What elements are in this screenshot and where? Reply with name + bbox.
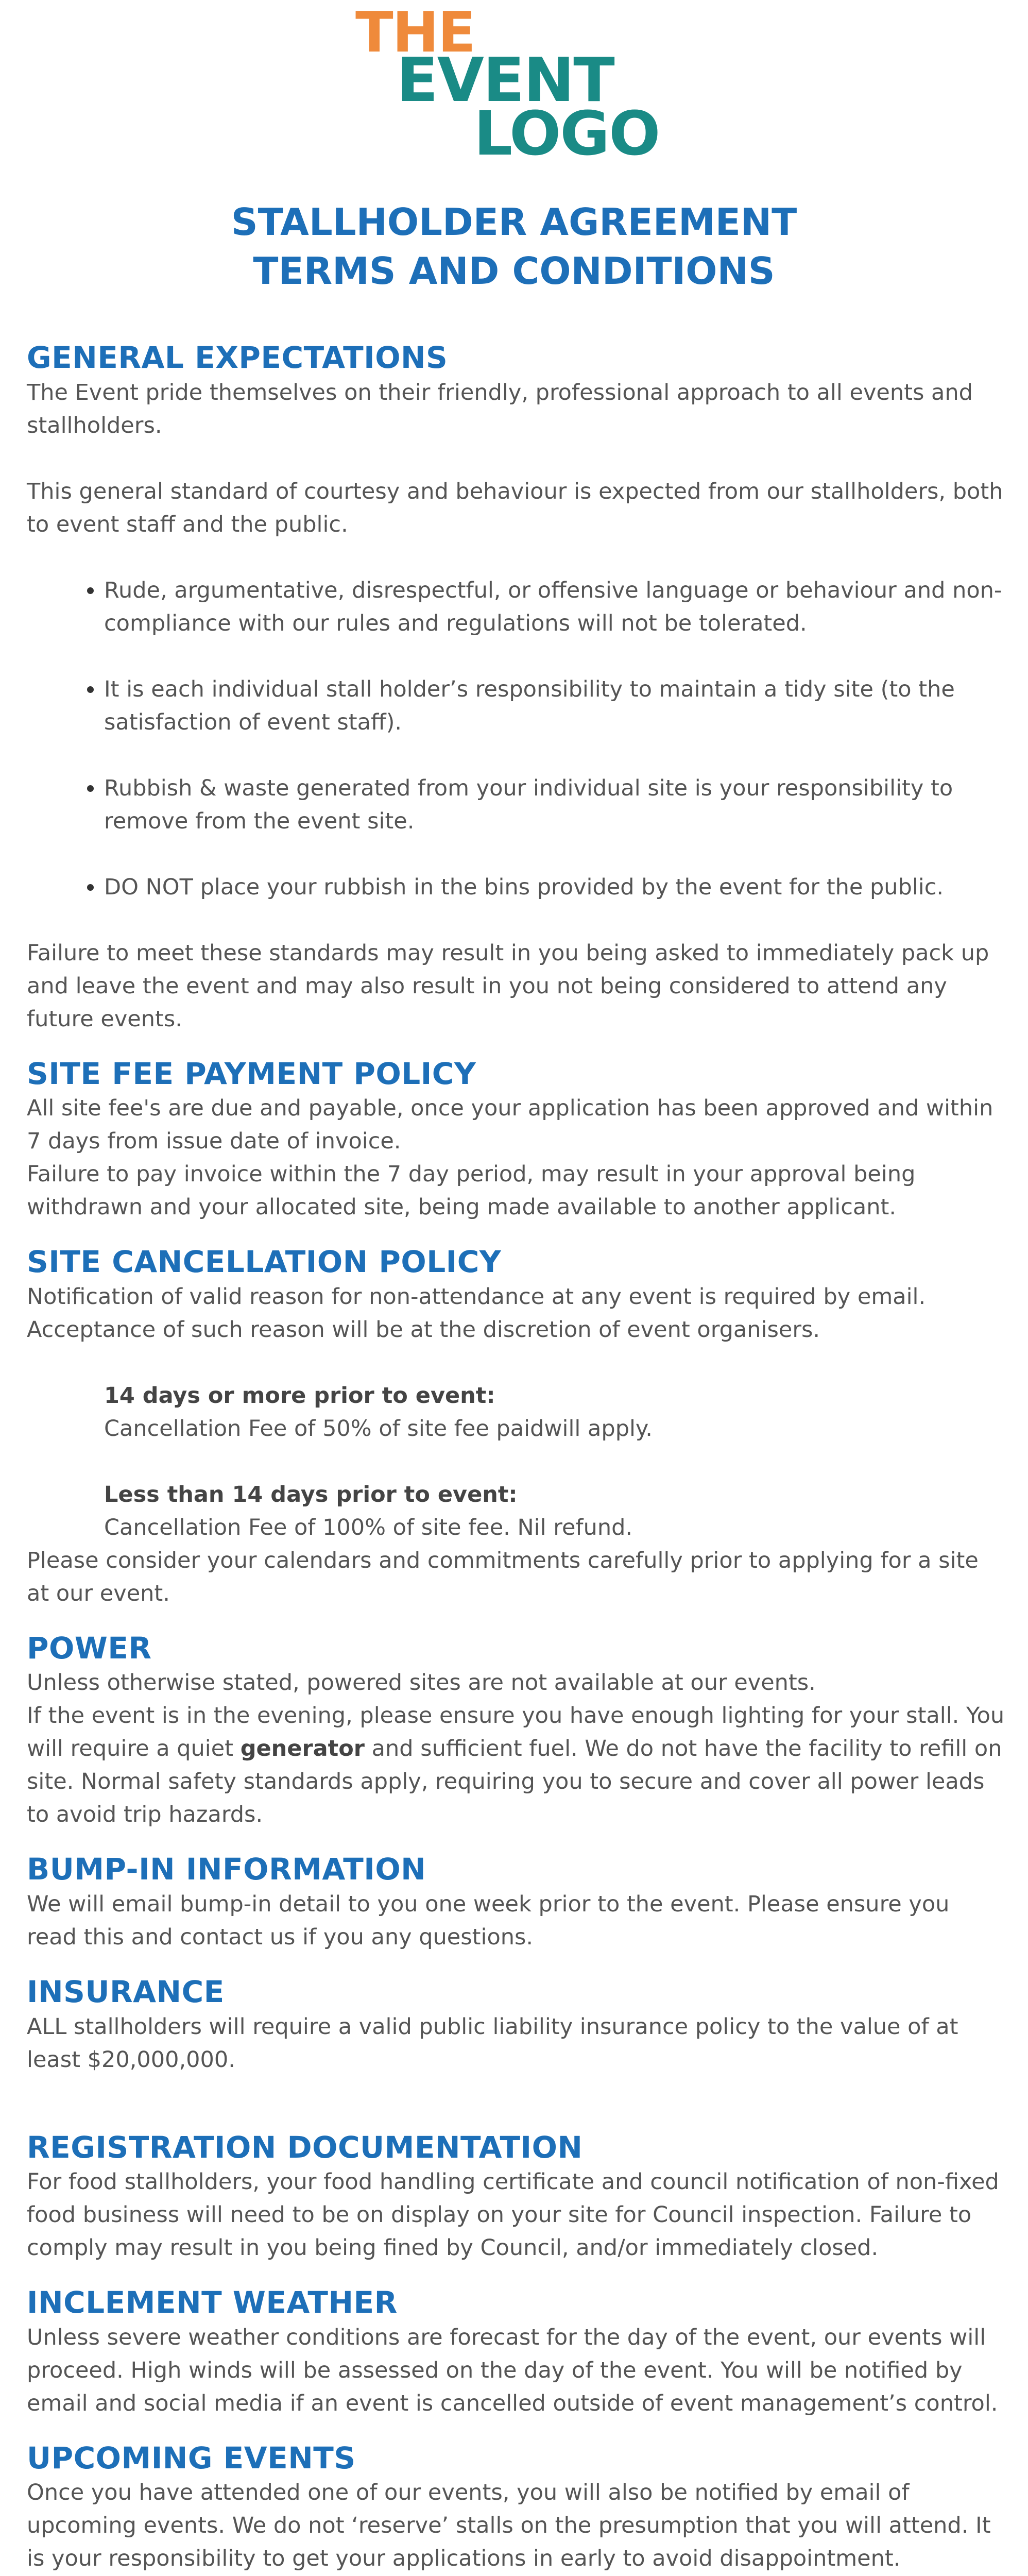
section-heading: SITE CANCELLATION POLICY — [27, 1244, 502, 1280]
logo-line-the: THE — [355, 1, 475, 65]
paragraph: We will email bump-in detail to you one week prior to the event. Please ensure you read this and contact us if you any questions. — [27, 1891, 950, 1950]
rules-list — [27, 574, 1005, 904]
section-heading: REGISTRATION DOCUMENTATION — [27, 2129, 583, 2165]
list-item: • DO NOT place your rubbish in the bins provided by the event for the public. — [104, 871, 1005, 904]
paragraph: Please consider your calendars and commitments carefully prior to applying for a site at our event. — [27, 1547, 979, 1606]
terms-content — [27, 340, 1005, 2576]
generator-emphasis: generator — [240, 1736, 365, 1762]
paragraph: ALL stallholders will require a valid public liability insurance policy to the value of at least $20,000,000. — [27, 2013, 958, 2073]
section-site-cancellation — [27, 1244, 1005, 1610]
section-insurance — [27, 1974, 1005, 2076]
paragraph: If the event is in the evening, please ensure you have enough lighting for your stall. You will require a quiet generator and sufficient fuel. We do not have the facility to refill on site. Normal safety standards apply, requiring you to secure and cover all power leads to avoid trip hazards. — [27, 1703, 1005, 1828]
logo-line-event: EVENT — [397, 44, 614, 115]
section-site-fee-payment — [27, 1056, 1005, 1224]
list-item: • Rude, argumentative, disrespectful, or offensive language or behaviour and non-compliance with our rules and regulations will not be tolerated. — [104, 574, 1005, 640]
section-power — [27, 1631, 1005, 1832]
paragraph: Failure to pay invoice within the 7 day period, may result in your approval being withdrawn and your allocated site, being made available to another applicant. — [27, 1161, 916, 1221]
section-bump-in — [27, 1852, 1005, 1954]
section-heading: SITE FEE PAYMENT POLICY — [27, 1056, 476, 1091]
section-general-expectations — [27, 340, 1005, 1036]
section-heading: INCLEMENT WEATHER — [27, 2285, 398, 2320]
section-heading: BUMP-IN INFORMATION — [27, 1852, 426, 1887]
paragraph: This general standard of courtesy and behaviour is expected from our stallholders, both to event staff and the public. — [27, 478, 1003, 537]
tier-text: Cancellation Fee of 50% of site fee paidwill apply. — [104, 1415, 653, 1442]
section-heading: GENERAL EXPECTATIONS — [27, 340, 448, 375]
event-logo — [355, 1, 695, 169]
section-heading: UPCOMING EVENTS — [27, 2440, 356, 2476]
paragraph: Once you have attended one of our events, you will also be notified by email of upcoming events. We do not ‘reserve’ stalls on the presumption that you will attend. It is your responsibility to get your applications in early to avoid disappointment. — [27, 2480, 991, 2572]
cancellation-tier-1 — [27, 1379, 1005, 1445]
paragraph: Notification of valid reason for non-attendance at any event is required by email. Acceptance of such reason will be at the discretion of event organisers. — [27, 1283, 926, 1343]
paragraph: For food stallholders, your food handling certificate and council notification of non-fixed food business will need to be on display on your site for Council inspection. Failure to comply may result in you being fined by Council, and/or immediately closed. — [27, 2169, 999, 2261]
paragraph: The Event pride themselves on their friendly, professional approach to all events and stallholders. — [27, 379, 973, 438]
section-heading: POWER — [27, 1630, 152, 1666]
cancellation-tier-2 — [27, 1478, 1005, 1544]
page-title-line-2: TERMS AND CONDITIONS — [253, 249, 775, 293]
paragraph: Failure to meet these standards may result in you being asked to immediately pack up and leave the event and may also result in you not being considered to attend any future events. — [27, 940, 989, 1032]
paragraph: Unless otherwise stated, powered sites are not available at our events. — [27, 1670, 816, 1696]
list-item: • Rubbish & waste generated from your individual site is your responsibility to remove from the event site. — [104, 772, 1005, 838]
paragraph: All site fee's are due and payable, once your application has been approved and within 7 days from issue date of invoice. — [27, 1095, 993, 1155]
logo-line-logo: LOGO — [474, 98, 660, 169]
page-title-line-1: STALLHOLDER AGREEMENT — [231, 200, 797, 244]
section-registration-documentation — [27, 2130, 1005, 2265]
tier-label: 14 days or more prior to event: — [104, 1382, 495, 1409]
section-upcoming-events — [27, 2441, 1005, 2575]
list-item: • It is each individual stall holder’s responsibility to maintain a tidy site (to the satisfaction of event staff). — [104, 673, 1005, 739]
section-heading: INSURANCE — [27, 1974, 225, 2009]
tier-text: Cancellation Fee of 100% of site fee. Nil refund. — [104, 1514, 633, 1540]
tier-label: Less than 14 days prior to event: — [104, 1481, 518, 1507]
paragraph: Unless severe weather conditions are forecast for the day of the event, our events will proceed. High winds will be assessed on the day of the event. You will be notified by email and social media if an event is cancelled outside of event management’s control. — [27, 2324, 998, 2416]
section-inclement-weather — [27, 2285, 1005, 2420]
